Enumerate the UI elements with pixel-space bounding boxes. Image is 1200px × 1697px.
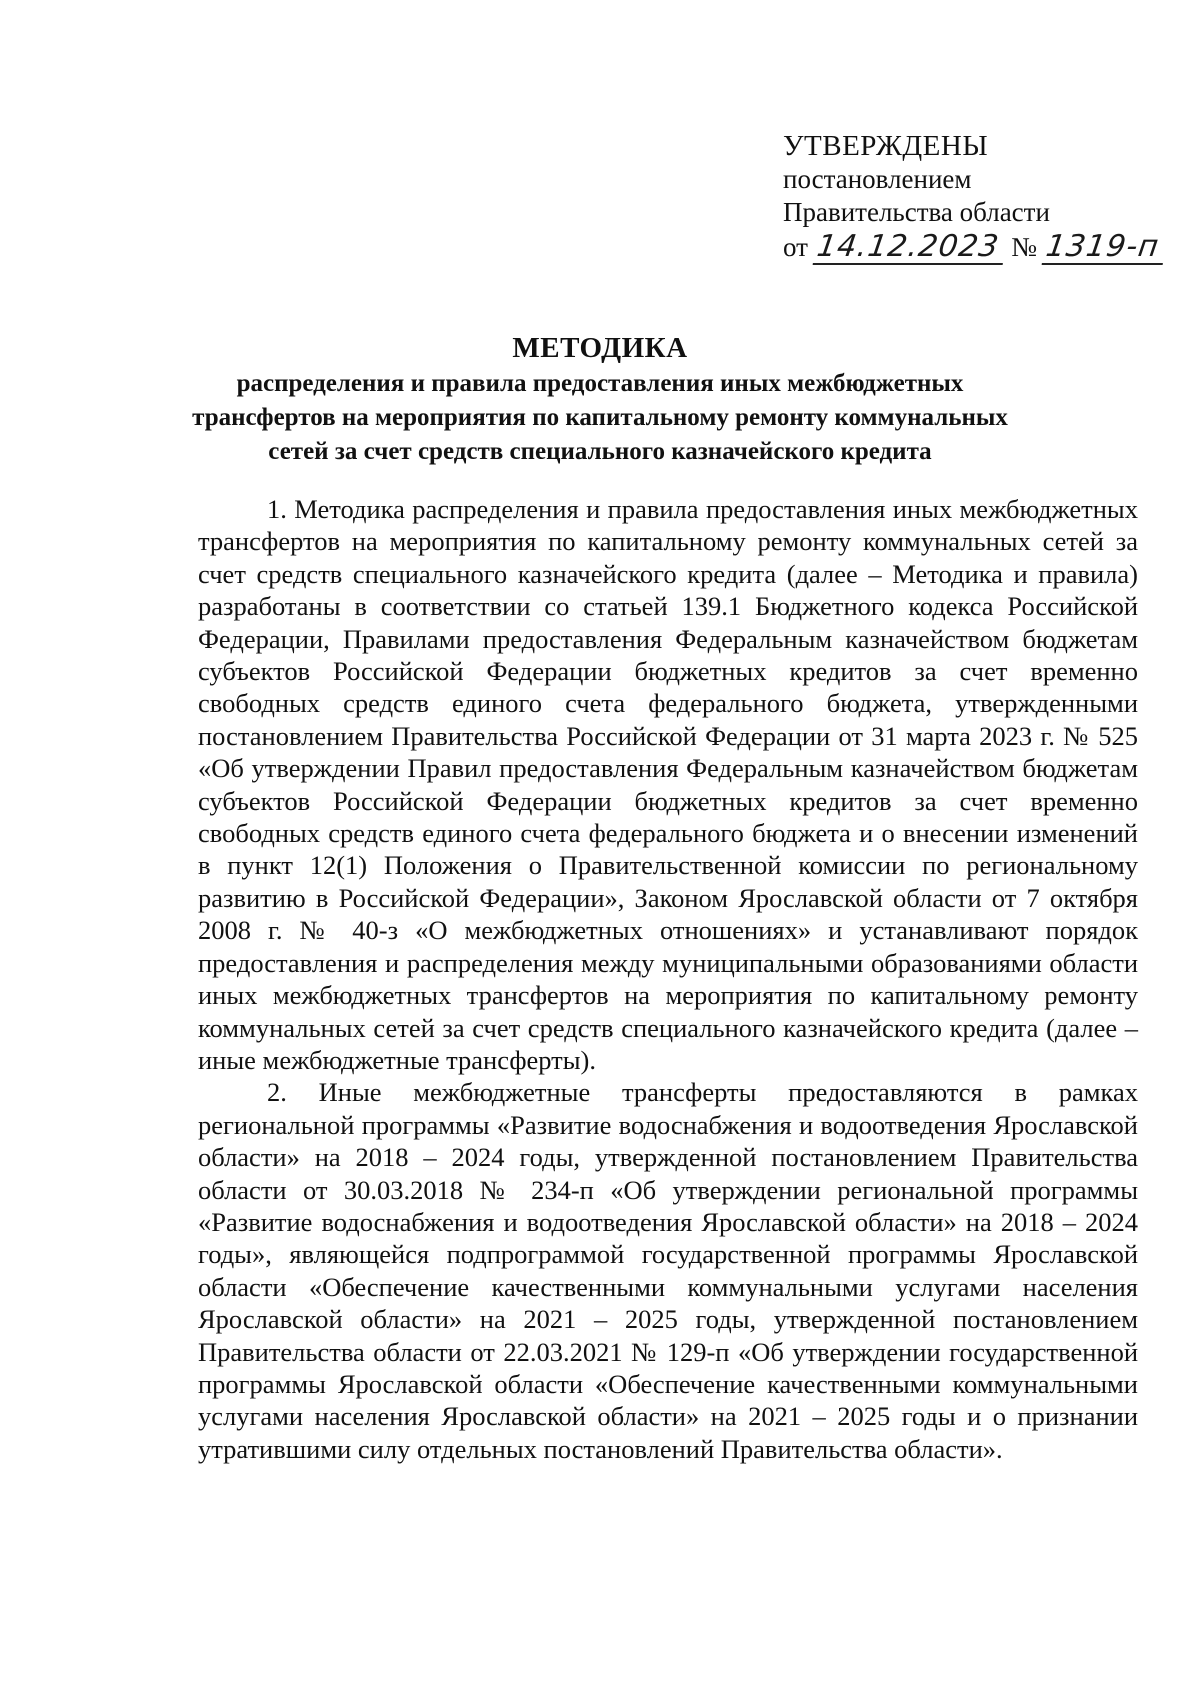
document-subtitle-line-2: трансфертов на мероприятия по капитальному ремонту коммунальных [192, 404, 1008, 431]
paragraph-1: 1. Методика распределения и правила предоставления иных межбюджетных трансфертов на мероприятия по капитальному ремонту коммунальных сетей за счет средств специального казначейского кредита (далее – Методика и правила) разработаны в соответствии со статьей 139.1 Бюджетного кодекса Российской Федерации, Правилами предоставления Федеральным казначейством бюджетам субъектов Российской Федерации бюджетных кредитов за счет временно свободных средств единого счета федерального бюджета, утвержденными постановлением Правительства Российской Федерации от 31 марта 2023 г. № 525 «Об утверждении Правил предоставления Федеральным казначейством бюджетам субъектов Российской Федерации бюджетных кредитов за счет временно свободных средств единого счета федерального бюджета и о внесении изменений в пункт 12(1) Положения о Правительственной комиссии по региональному развитию в Российской Федерации», Законом Ярославской области от 7 октября 2008 г. № 40-з «О межбюджетных отношениях» и устанавливают порядок предоставления и распределения между муниципальными образованиями области иных межбюджетных трансфертов на мероприятия по капитальному ремонту коммунальных сетей за счет средств специального казначейского кредита (далее – иные межбюджетные трансферты). [198, 494, 1138, 1075]
document-title: МЕТОДИКА [512, 332, 688, 364]
approval-stamp: УТВЕРЖДЕНЫ [783, 130, 989, 162]
document-body [198, 493, 1138, 1465]
from-label: от [783, 232, 808, 262]
number-label: № [1011, 232, 1037, 262]
approval-line-decree: постановлением [783, 164, 972, 194]
document-subtitle-line-3: сетей за счет средств специального казначейского кредита [268, 438, 932, 465]
handwritten-date: 14.12.2023 [812, 231, 1007, 265]
approval-block [783, 130, 1163, 265]
document-subtitle-line-1: распределения и правила предоставления иных межбюджетных [236, 370, 964, 397]
paragraph-2: 2. Иные межбюджетные трансферты предоставляются в рамках региональной программы «Развитие водоснабжения и водоотведения Ярославской области» на 2018 – 2024 годы, утвержденной постановлением Правительства области от 30.03.2018 № 234-п «Об утверждении региональной программы «Развитие водоснабжения и водоотведения Ярославской области» на 2018 – 2024 годы», являющейся подпрограммой государственной программы Ярославской области «Обеспечение качественными коммунальными услугами населения Ярославской области» на 2021 – 2025 годы, утвержденной постановлением Правительства области от 22.03.2021 № 129-п «Об утверждении государственной программы Ярославской области «Обеспечение качественными коммунальными услугами населения Ярославской области» на 2021 – 2025 годы и о признании утратившими силу отдельных постановлений Правительства области». [198, 1077, 1138, 1464]
approval-line-government: Правительства области [783, 197, 1050, 227]
approval-date-number-line [783, 231, 1163, 265]
handwritten-number: 1319-п [1041, 231, 1167, 265]
document-title-block [150, 330, 1050, 468]
